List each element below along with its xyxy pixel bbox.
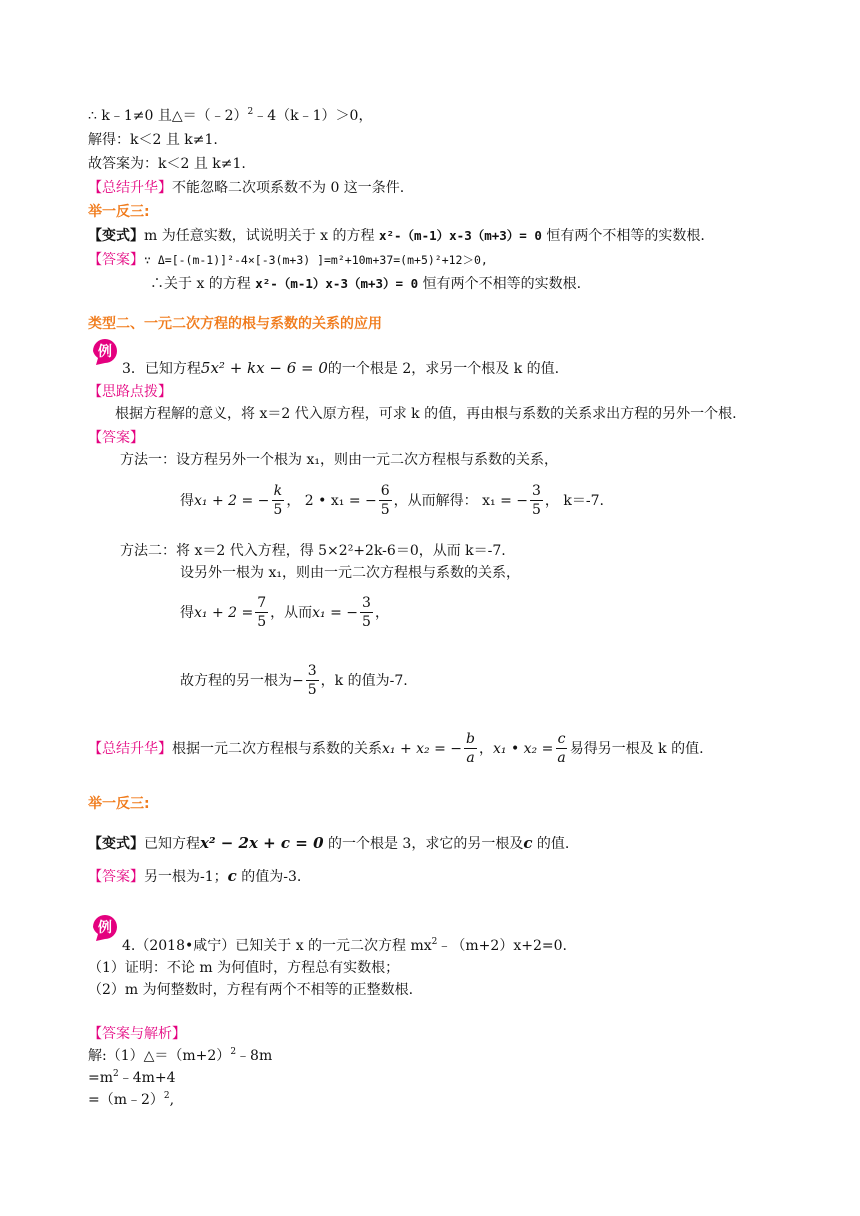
fraction	[379, 482, 392, 519]
solution-line	[88, 1047, 272, 1065]
badge-label: 例	[98, 344, 112, 360]
summary-tag: 【总结升华】	[88, 180, 172, 196]
formula-part: x₁ + 2 = −	[194, 492, 270, 509]
denominator: a	[466, 750, 475, 766]
fraction	[360, 594, 373, 631]
text-span: 解:（1）△＝（m+2）	[88, 1048, 231, 1064]
denominator: 5	[531, 502, 541, 518]
answer-text: ∴关于 x 的方程	[150, 276, 256, 292]
numerator: 3	[531, 483, 541, 499]
question-part-1: （1）证明：不论 m 为何值时，方程总有实数根；	[88, 960, 400, 976]
superscript: 2	[230, 1047, 237, 1057]
fraction	[271, 482, 284, 519]
example-badge-icon	[90, 912, 120, 942]
solution-line	[88, 1069, 176, 1087]
solution-line	[88, 1091, 174, 1109]
practice-heading: 举一反三:	[88, 796, 150, 812]
denominator: 5	[380, 502, 390, 518]
method-two-text: 方法二：将 x＝2 代入方程，得 5×2²+2k-6＝0，从而 k＝-7.	[120, 543, 506, 559]
method-two-line: 设另外一根为 x₁，则由一元二次方程根与系数的关系，	[180, 565, 520, 581]
formula-part: x₁ + x₂ = −	[382, 740, 463, 757]
text-span: ﹣8m	[236, 1048, 273, 1064]
denominator: 5	[257, 614, 267, 630]
text-span: 故方程的另一根为	[180, 672, 292, 689]
fraction	[530, 482, 543, 519]
superscript: 2	[163, 1091, 170, 1101]
hint-tag: 【思路点拨】	[88, 384, 172, 400]
denominator: 5	[273, 502, 283, 518]
question-4-title	[122, 937, 567, 955]
answer-line	[88, 867, 301, 886]
fraction	[555, 730, 567, 767]
text-span: 得	[180, 492, 194, 509]
summary-tag: 【总结升华】	[88, 740, 172, 757]
minus-sign: −	[292, 672, 304, 689]
formula-part: x₁ • x₂ =	[492, 740, 554, 757]
question-text: 的一个根是 2，求另一个根及 k 的值.	[327, 361, 560, 377]
formula-part: x₁ = −	[312, 604, 359, 621]
summary-line	[88, 179, 404, 197]
question-text: 3．已知方程	[122, 361, 201, 377]
variant-tag: 【变式】	[88, 836, 144, 852]
answer-tag: 【答案】	[88, 869, 144, 885]
question-part-2: （2）m 为何整数时，方程有两个不相等的正整数根.	[88, 982, 414, 998]
formula-part: ，从而解得： x₁ = −	[393, 492, 528, 509]
numerator: b	[466, 731, 475, 747]
method-one-text: 方法一：设方程另外一个根为 x₁，则由一元二次方程根与系数的关系，	[120, 452, 558, 468]
denominator: 5	[362, 614, 371, 630]
variant-line	[88, 227, 705, 245]
summary-text: 易得另一根及 k 的值.	[569, 740, 704, 757]
superscript: 2	[431, 937, 438, 947]
variant-text: m 为任意实数，试说明关于 x 的方程	[144, 228, 379, 244]
variable: c	[227, 867, 237, 885]
numerator: 6	[380, 483, 390, 499]
practice-heading: 举一反三:	[88, 204, 150, 220]
fraction	[255, 594, 268, 631]
answer-text: 恒有两个不相等的实数根.	[422, 276, 582, 292]
numerator: c	[557, 731, 566, 747]
summary-text: 根据一元二次方程根与系数的关系	[172, 740, 382, 757]
answer-equation: ∵ Δ=[-(m-1)]²-4×[-3(m+3) ]=m²+10m+37=(m+5)²+12＞0,	[144, 253, 488, 267]
text-span: 得	[180, 604, 194, 621]
variant-text: 的值.	[536, 836, 570, 852]
variant-equation: x² − 2x + c = 0	[200, 834, 324, 852]
conclusion-line	[180, 662, 408, 699]
formula-part: ，从而	[270, 604, 313, 621]
text-span: ﹣（m+2）x+2=0.	[437, 938, 567, 954]
fraction	[464, 730, 477, 767]
summary-line	[88, 730, 704, 767]
numerator: 3	[362, 595, 371, 611]
fraction	[306, 662, 319, 699]
numerator: 7	[257, 595, 267, 611]
answer-tag: 【答案】	[88, 252, 144, 268]
text-span: ﹣4（k﹣1）＞0，	[253, 108, 373, 124]
variant-line	[88, 834, 569, 853]
formula-part: ， 2 • x₁ = −	[286, 492, 377, 509]
answer-line	[88, 251, 488, 269]
formula-part: ，	[478, 740, 493, 757]
question-equation: 5x² + kx − 6 = 0	[200, 359, 328, 377]
text-span: =m	[88, 1070, 114, 1086]
superscript: 2	[247, 107, 254, 117]
answer-analysis-tag: 【答案】	[88, 430, 144, 446]
method-one-formula	[180, 482, 604, 519]
formula-part: ，	[374, 604, 389, 621]
denominator: 5	[307, 682, 317, 698]
text-line	[88, 107, 372, 125]
text-span: ∴ k﹣1≠0 且△＝（﹣2）	[88, 108, 248, 124]
numerator: 3	[307, 663, 317, 679]
formula-part: ， k＝-7.	[544, 492, 604, 509]
text-span: ﹣4m+4	[118, 1070, 176, 1086]
text-span: ，k 的值为-7.	[320, 672, 408, 689]
variant-text: 的一个根是 3，求它的另一根及	[327, 836, 524, 852]
question-3	[122, 359, 559, 378]
variant-text: 已知方程	[144, 836, 200, 852]
hint-text: 根据方程解的意义，将 x＝2 代入原方程，可求 k 的值，再由根与系数的关系求出方程的另外一个根.	[115, 406, 737, 422]
answer-equation: x²-（m-1）x-3（m+3）= 0	[255, 276, 419, 291]
badge-label: 例	[98, 920, 112, 936]
formula-part: x₁ + 2 =	[194, 604, 254, 621]
text-line: 故答案为：k＜2 且 k≠1.	[88, 156, 246, 172]
superscript: 2	[113, 1069, 119, 1079]
variant-text: 恒有两个不相等的实数根.	[546, 228, 705, 244]
text-span: ,	[169, 1092, 175, 1108]
summary-text: 不能忽略二次项系数不为 0 这一条件.	[172, 180, 405, 196]
variable: c	[523, 834, 533, 852]
section-heading: 类型二、一元二次方程的根与系数的关系的应用	[88, 316, 382, 332]
text-span: 4.（2018•咸宁）已知关于 x 的一元二次方程 mx	[122, 938, 432, 954]
text-span: =（m﹣2）	[88, 1092, 164, 1108]
denominator: a	[557, 750, 566, 766]
answer-text: 另一根为-1；	[144, 869, 228, 885]
text-line: 解得：k＜2 且 k≠1.	[88, 132, 218, 148]
answer-analysis-tag: 【答案与解析】	[88, 1026, 186, 1042]
variant-tag: 【变式】	[88, 228, 144, 244]
numerator: k	[273, 483, 283, 499]
answer-text: 的值为-3.	[241, 869, 302, 885]
answer-line	[150, 275, 581, 293]
variant-equation: x²-（m-1）x-3（m+3）= 0	[378, 228, 542, 243]
example-badge-icon	[90, 336, 120, 366]
method-two-formula	[180, 594, 389, 631]
